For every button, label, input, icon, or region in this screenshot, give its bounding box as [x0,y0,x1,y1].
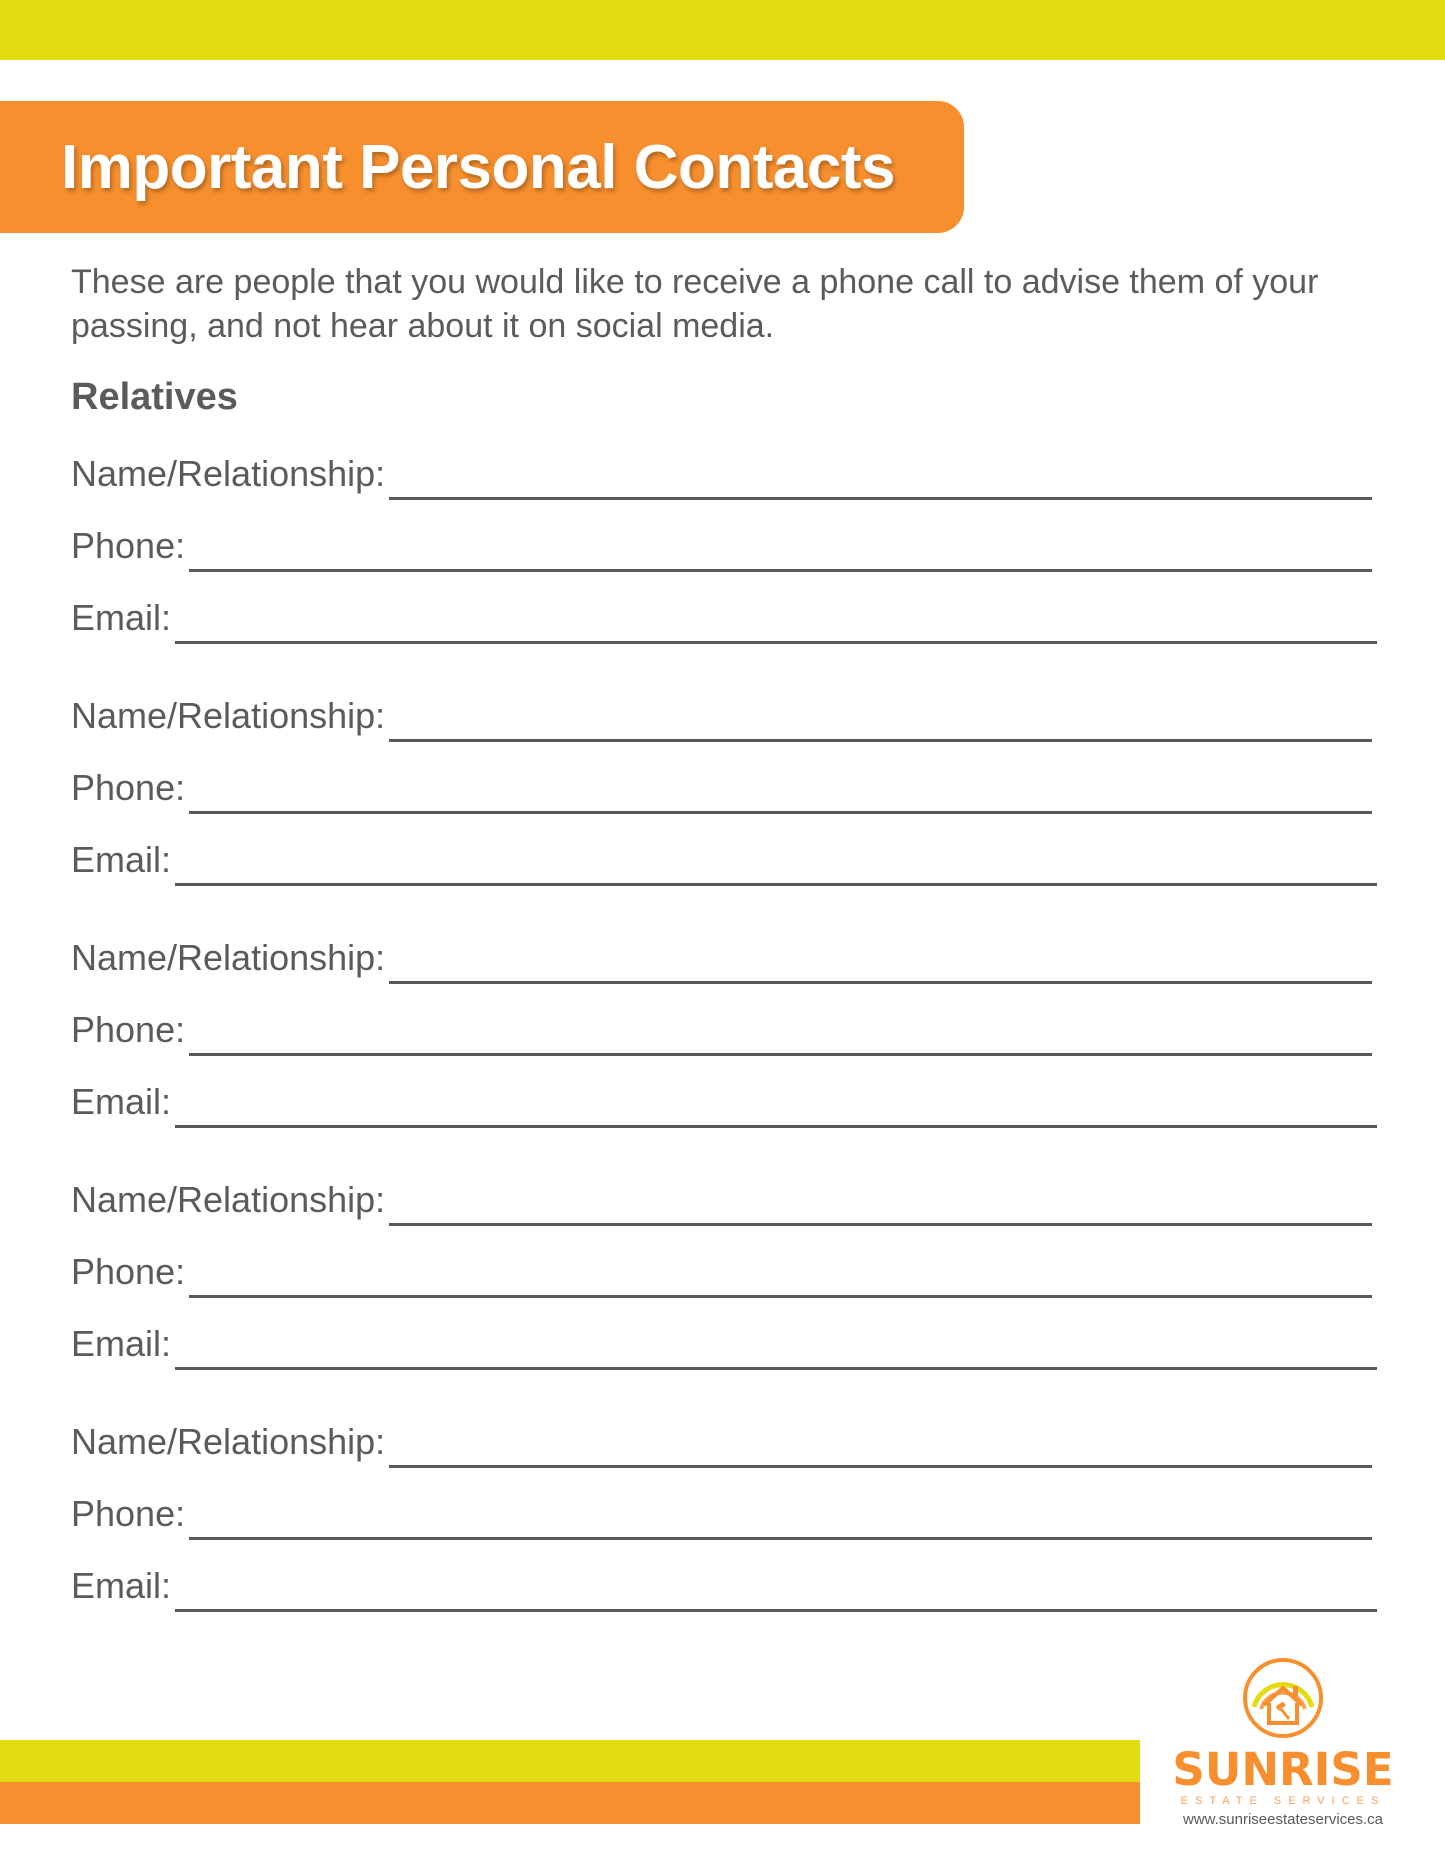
sunrise-house-emblem-icon [1240,1655,1326,1741]
phone-label: Phone: [71,1493,186,1534]
logo-website-url: www.sunriseestateservices.ca [1182,1811,1384,1828]
phone-label: Phone: [71,525,186,566]
contact-3-email-line[interactable] [175,1125,1377,1128]
contact-5-phone-line[interactable] [189,1537,1372,1540]
contact-3-phone-line[interactable] [189,1053,1372,1056]
logo-brand-name: SUNRISE [1172,1743,1394,1796]
contact-1-name-line[interactable] [389,497,1372,500]
contact-2-phone-field[interactable] [71,766,1372,814]
name-relationship-label: Name/Relationship: [71,453,386,494]
contact-1-phone-field[interactable] [71,524,1372,572]
name-relationship-label: Name/Relationship: [71,1179,386,1220]
email-label: Email: [71,1323,172,1364]
email-label: Email: [71,1565,172,1606]
contact-4-email-line[interactable] [175,1367,1377,1370]
title-banner [0,101,964,233]
contact-5-email-field[interactable] [71,1564,1377,1612]
email-label: Email: [71,1081,172,1122]
logo-tagline: ESTATE SERVICES [1180,1795,1386,1807]
name-relationship-label: Name/Relationship: [71,937,386,978]
name-relationship-label: Name/Relationship: [71,1421,386,1462]
name-relationship-label: Name/Relationship: [71,695,386,736]
phone-label: Phone: [71,1251,186,1292]
contact-2-name-line[interactable] [389,739,1372,742]
top-decorative-band [0,0,1445,60]
contact-1-name-field[interactable] [71,452,1372,500]
phone-label: Phone: [71,1009,186,1050]
section-heading-relatives: Relatives [71,376,238,418]
contact-2-phone-line[interactable] [189,811,1372,814]
contact-4-phone-field[interactable] [71,1250,1372,1298]
email-label: Email: [71,839,172,880]
contact-2-email-field[interactable] [71,838,1377,886]
sunrise-logo [1168,1655,1398,1830]
page-title: Important Personal Contacts [61,132,895,202]
contact-3-name-line[interactable] [389,981,1372,984]
contact-4-phone-line[interactable] [189,1295,1372,1298]
bottom-orange-band [0,1782,1140,1824]
phone-label: Phone: [71,767,186,808]
contact-3-email-field[interactable] [71,1080,1377,1128]
contact-1-email-line[interactable] [175,641,1377,644]
contact-2-email-line[interactable] [175,883,1377,886]
bottom-yellow-band [0,1740,1140,1782]
contact-5-name-field[interactable] [71,1420,1372,1468]
contact-4-name-field[interactable] [71,1178,1372,1226]
email-label: Email: [71,597,172,638]
contact-3-phone-field[interactable] [71,1008,1372,1056]
contact-4-email-field[interactable] [71,1322,1377,1370]
contact-4-name-line[interactable] [389,1223,1372,1226]
contact-5-name-line[interactable] [389,1465,1372,1468]
contact-3-name-field[interactable] [71,936,1372,984]
intro-text: These are people that you would like to receive a phone call to advise them of your passing, and not hear about it on social media. [71,263,1319,345]
contact-2-name-field[interactable] [71,694,1372,742]
contact-5-email-line[interactable] [175,1609,1377,1612]
contact-5-phone-field[interactable] [71,1492,1372,1540]
contact-1-phone-line[interactable] [189,569,1372,572]
contact-1-email-field[interactable] [71,596,1377,644]
